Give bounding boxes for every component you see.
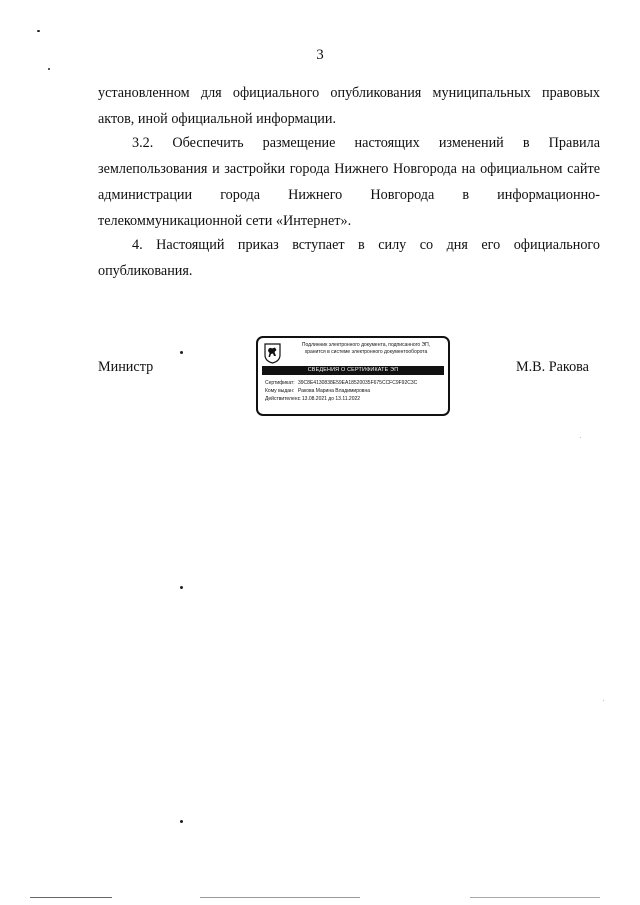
bottom-edge-line: [30, 897, 112, 898]
validity-row: [265, 396, 360, 403]
validity-label: Действителен:: [265, 396, 299, 402]
scan-speck: [580, 437, 581, 438]
coat-of-arms-icon: [264, 343, 281, 364]
paragraph-3-2: 3.2. Обеспечить размещение настоящих изменений в Правила землепользования и застройки города Нижнего Новгорода на официальном сайте администрации города Нижнего Новгорода в информационно-телекоммуникационной сети «Интернет».: [98, 135, 600, 229]
issued-to-row: [265, 388, 370, 395]
scan-speck: [180, 820, 183, 823]
scan-speck: [603, 700, 604, 701]
electronic-signature-stamp: [256, 336, 450, 416]
certificate-row: [265, 380, 417, 387]
certificate-label: Сертификат:: [265, 380, 295, 386]
page-number: 3: [316, 47, 324, 63]
paragraph-4: 4. Настоящий приказ вступает в силу со дня его официального опубликования.: [98, 237, 600, 279]
stamp-banner: СВЕДЕНИЯ О СЕРТИФИКАТЕ ЭП: [262, 366, 444, 375]
stamp-caption-line-2: хранится в системе электронного документооборота: [304, 349, 428, 355]
signer-position: Министр: [98, 359, 154, 375]
scan-speck: [180, 586, 183, 589]
certificate-value: 39C8E4130838E59EA18520035F675CCFC9F92C3C: [298, 380, 418, 386]
bottom-edge-line: [200, 897, 360, 898]
scan-speck: [37, 30, 40, 32]
scan-speck: [48, 68, 50, 70]
bottom-edge-line: [470, 897, 600, 898]
scan-speck: [180, 351, 183, 354]
issued-to-value: Ракова Марина Владимировна: [298, 388, 370, 394]
signer-name: М.В. Ракова: [516, 359, 589, 375]
issued-to-label: Кому выдан:: [265, 388, 295, 394]
stamp-caption: [286, 342, 446, 356]
validity-value: с 13.08.2021 до 13.11.2022: [298, 396, 361, 402]
paragraph-continuation: установленном для официального опубликования муниципальных правовых актов, иной официальной информации.: [98, 85, 600, 127]
stamp-caption-line-1: Подлинник электронного документа, подписанного ЭП,: [301, 342, 431, 348]
